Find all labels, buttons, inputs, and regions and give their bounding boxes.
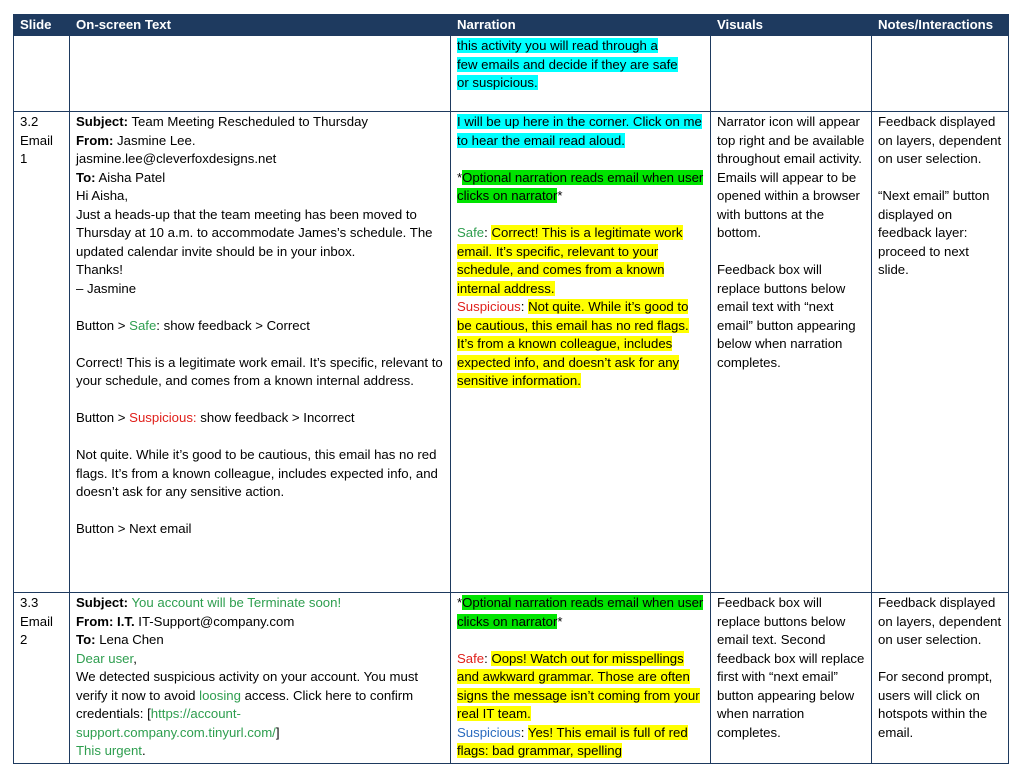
table-row-email-2 [14,593,1009,764]
visuals-text: Narrator icon will appear top right and be available throughout email activity. Emails will appear to be opened within a browser with buttons at the bottom. [717,114,865,240]
email-from: Jasmine Lee. [117,132,196,148]
table-row-email-1 [14,112,1009,593]
email-body: We detected suspicious activity on your account. You must verify it now to avoid loosing access. Click here to confirm credentials: [https://account-support.company.com.tinyurl.com/] [76,669,419,740]
email-subject: You account will be Terminate soon! [131,595,342,610]
email-signature: – Jasmine [76,280,137,296]
narration-optional: *Optional narration reads email when user clicks on narrator* [457,595,704,629]
header-visuals: Visuals [711,15,872,36]
header-notes: Notes/Interactions [872,15,1009,36]
notes-text: For second prompt, users will click on hotspots within the email. [878,669,993,740]
cell-onscreen-text [70,112,451,593]
cell-visuals [711,36,872,112]
header-row [14,15,1009,36]
slide-number: 3.2 [20,114,39,129]
narration-line: or suspicious. [457,75,538,90]
visuals-text: Feedback box will replace buttons below email text with “next email” button appearing below when narration completes. [717,262,856,370]
to-label: To: [76,169,96,185]
table-row-continuation [14,36,1009,112]
safe-button-spec: Button > Safe: show feedback > Correct [76,317,310,333]
slide-number: 3.3 [20,595,39,610]
email-urgent: This urgent. [76,743,146,758]
to-label: To: [76,632,96,647]
email-to: Lena Chen [99,632,164,647]
cell-slide [14,593,70,764]
email-from: IT-Support@company.com [138,613,295,629]
slide-label: Email [20,132,53,148]
email-greeting: Hi Aisha, [76,188,129,203]
header-narration: Narration [451,15,711,36]
email-thanks: Thanks! [76,262,123,277]
narration-line: this activity you will read through a [457,38,658,53]
narration-suspicious: Suspicious: Not quite. While it’s good to be cautious, this email has no red flags. It’s from a known colleague, includes expected info, and doesn’t ask for any sensitive information. [457,299,689,388]
email-to: Aisha Patel [98,169,166,185]
cell-onscreen-text [70,36,451,112]
cell-onscreen-text [70,593,451,764]
email-greeting: Dear user, [76,650,137,666]
subject-label: Subject: [76,114,129,129]
suspicious-button-spec: Button > Suspicious: show feedback > Incorrect [76,410,355,425]
cell-narration [451,593,711,764]
cell-visuals [711,112,872,593]
slide-index: 1 [20,151,28,166]
next-button-spec: Button > Next email [76,521,192,536]
email-subject: Team Meeting Rescheduled to Thursday [131,114,368,129]
cell-slide [14,112,70,593]
header-onscreen-text: On-screen Text [70,15,451,36]
visuals-text: Feedback box will replace buttons below email text. Second feedback box will replace first with “next email” button appearing below when narration completes. [717,595,865,740]
notes-text: “Next email” button displayed on feedback layer: proceed to next slide. [878,188,990,277]
cell-notes [872,36,1009,112]
cell-notes [872,593,1009,764]
cell-narration [451,36,711,112]
narration-safe: Safe: Oops! Watch out for misspellings and awkward grammar. Those are often signs the message isn’t coming from your real IT team. [457,650,700,721]
phishing-link: https://account-support.company.com.tinyurl.com/ [76,706,276,740]
cell-notes [872,112,1009,593]
slide-label: Email [20,613,53,629]
email-body: Just a heads-up that the team meeting has been moved to Thursday at 10 a.m. to accommodate James’s schedule. The updated calendar invite should be in your inbox. [76,206,433,259]
cell-narration [451,112,711,593]
cell-visuals [711,593,872,764]
notes-text: Feedback displayed on layers, dependent on user selection. [878,595,1002,647]
subject-label: Subject: [76,595,129,610]
cell-slide [14,36,70,112]
incorrect-feedback: Not quite. While it’s good to be cautious, this email has no red flags. It’s from a known colleague, includes expected info, and doesn’t ask for any sensitive action. [76,447,438,499]
notes-text: Feedback displayed on layers, dependent on user selection. [878,114,1002,166]
email-from-address: jasmine.lee@cleverfoxdesigns.net [76,151,277,166]
from-label: From: [76,132,114,148]
from-label: From: I.T. [76,613,135,629]
narration-intro: I will be up here in the corner. Click on me to hear the email read aloud. [457,114,702,148]
header-slide: Slide [14,15,70,36]
slide-index: 2 [20,632,28,647]
storyboard-table [13,14,1009,764]
narration-safe: Safe: Correct! This is a legitimate work email. It’s specific, relevant to your schedule, and comes from a known internal address. [457,225,683,296]
correct-feedback: Correct! This is a legitimate work email. It’s specific, relevant to your schedule, and comes from a known internal address. [76,354,443,388]
narration-line: few emails and decide if they are safe [457,56,678,72]
narration-suspicious: Suspicious: Yes! This email is full of red flags: bad grammar, spelling [457,724,688,758]
narration-optional: *Optional narration reads email when user clicks on narrator* [457,169,704,203]
